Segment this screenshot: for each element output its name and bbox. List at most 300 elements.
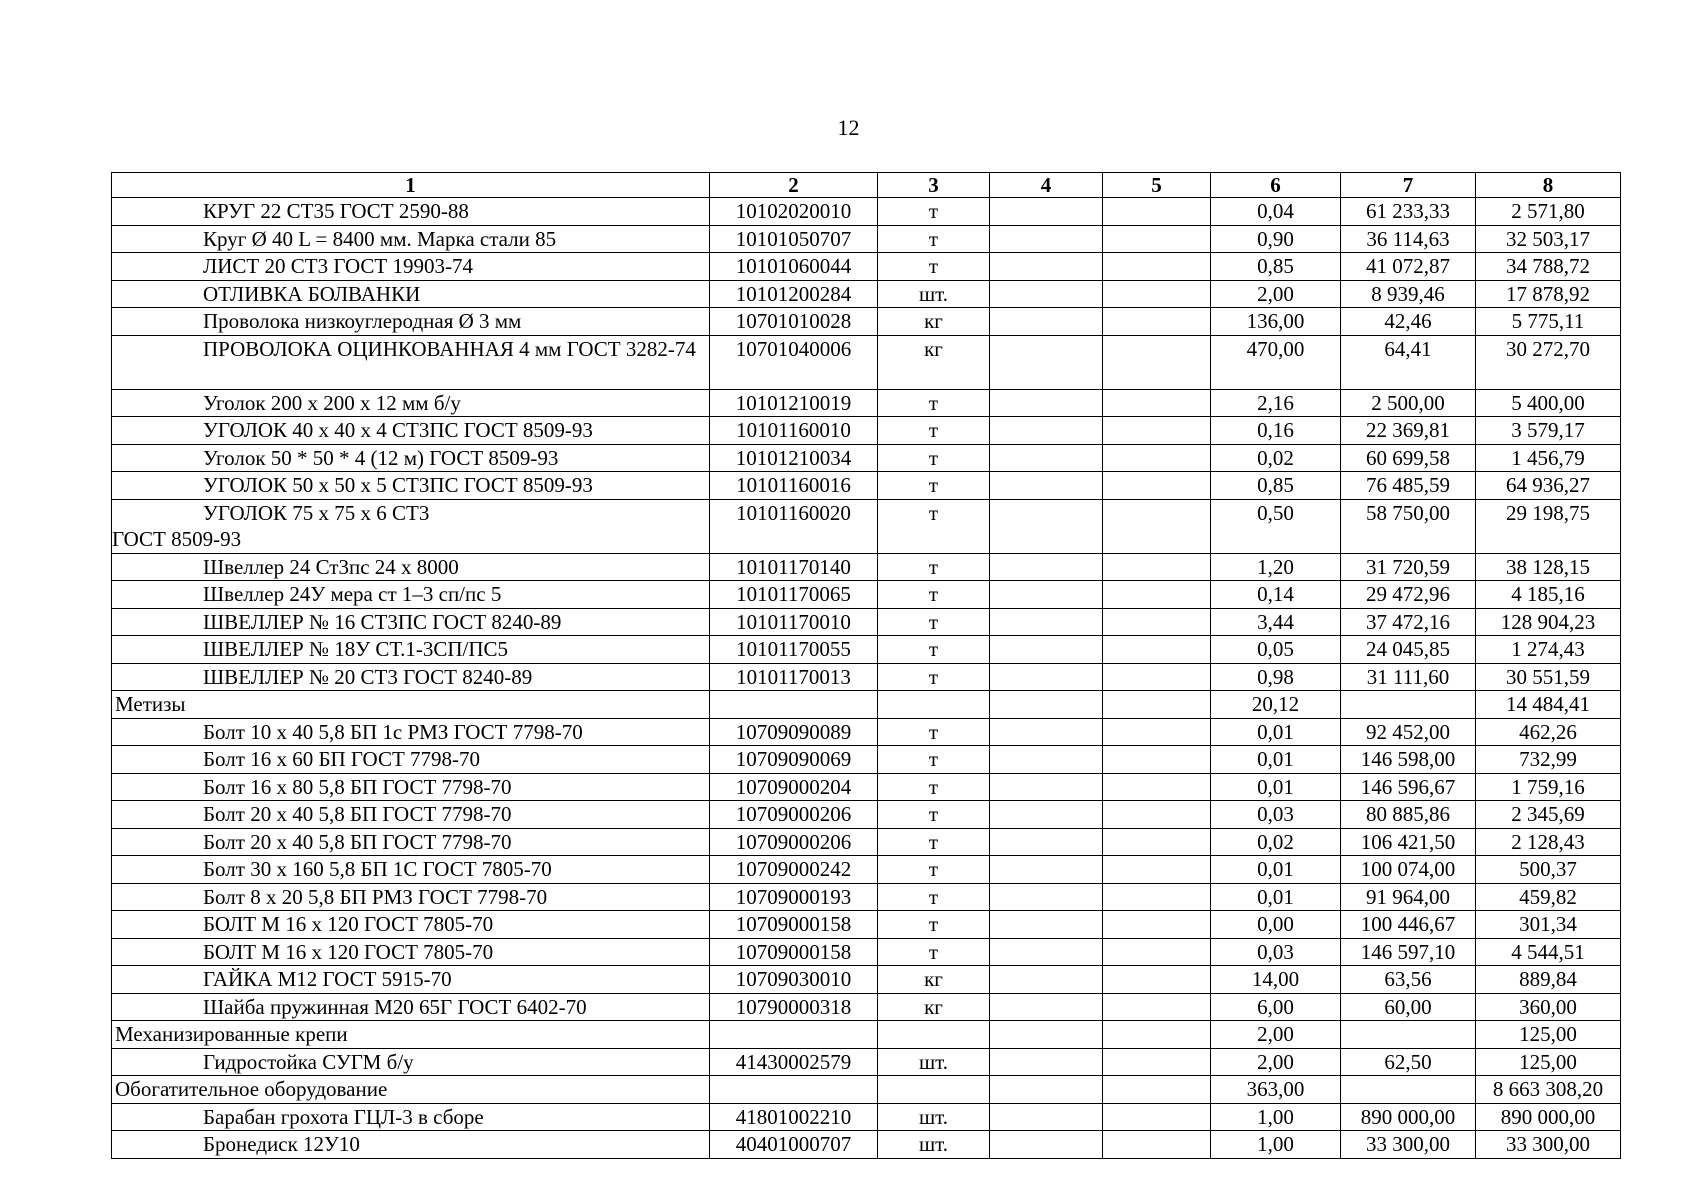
column-4-cell: [990, 1021, 1103, 1049]
quantity-cell: 0,02: [1211, 828, 1341, 856]
sum-cell: 301,34: [1476, 911, 1621, 939]
item-name-cell: [112, 280, 710, 308]
column-5-cell: [1103, 280, 1211, 308]
table-row: [112, 938, 1621, 966]
sum-cell: 8 663 308,20: [1476, 1076, 1621, 1104]
unit-cell: т: [878, 198, 990, 226]
item-name-text: Бронедиск 12У10: [203, 1132, 360, 1156]
unit-cell: [878, 1021, 990, 1049]
sum-cell: 2 571,80: [1476, 198, 1621, 226]
item-name-cell: [112, 1103, 710, 1131]
column-5-cell: [1103, 553, 1211, 581]
quantity-cell: 0,03: [1211, 801, 1341, 829]
item-name-continuation: ГОСТ 8509-93: [112, 526, 242, 551]
item-name-text: УГОЛОК 75 х 75 х 6 СТ3: [203, 500, 430, 525]
unit-cell: т: [878, 553, 990, 581]
item-name-cell: [112, 417, 710, 445]
sum-cell: 30 272,70: [1476, 335, 1621, 389]
sum-cell: 360,00: [1476, 993, 1621, 1021]
price-cell: 42,46: [1341, 308, 1476, 336]
quantity-cell: 0,01: [1211, 718, 1341, 746]
sum-cell: 4 544,51: [1476, 938, 1621, 966]
price-cell: 890 000,00: [1341, 1103, 1476, 1131]
price-cell: 146 596,67: [1341, 773, 1476, 801]
column-5-cell: [1103, 1076, 1211, 1104]
item-code-cell: 10701040006: [710, 335, 878, 389]
item-code-cell: 10709000206: [710, 801, 878, 829]
item-code-cell: 10102020010: [710, 198, 878, 226]
item-code-cell: 10101170055: [710, 636, 878, 664]
price-cell: 36 114,63: [1341, 225, 1476, 253]
unit-cell: т: [878, 608, 990, 636]
sum-cell: 32 503,17: [1476, 225, 1621, 253]
column-4-cell: [990, 499, 1103, 553]
sum-cell: 890 000,00: [1476, 1103, 1621, 1131]
column-4-cell: [990, 225, 1103, 253]
item-name-text: УГОЛОК 40 х 40 х 4 СТ3ПС ГОСТ 8509-93: [203, 418, 593, 442]
sum-cell: 17 878,92: [1476, 280, 1621, 308]
column-5-cell: [1103, 966, 1211, 994]
item-name-text: Болт 20 х 40 5,8 БП ГОСТ 7798-70: [203, 802, 512, 826]
header-row: [112, 173, 1621, 198]
item-name-text: ПРОВОЛОКА ОЦИНКОВАННАЯ 4 мм ГОСТ 3282-74: [203, 336, 696, 361]
item-name-text: Болт 16 х 80 5,8 БП ГОСТ 7798-70: [203, 774, 512, 799]
item-code-cell: 10709000206: [710, 828, 878, 856]
column-4-cell: [990, 581, 1103, 609]
unit-cell: т: [878, 746, 990, 774]
column-4-cell: [990, 883, 1103, 911]
column-5-cell: [1103, 253, 1211, 281]
item-code-cell: 10101210034: [710, 444, 878, 472]
unit-cell: т: [878, 938, 990, 966]
item-code-cell: 10709000242: [710, 856, 878, 884]
table-row: [112, 801, 1621, 829]
item-name-text: Болт 20 х 40 5,8 БП ГОСТ 7798-70: [203, 829, 512, 854]
table-row: [112, 581, 1621, 609]
item-code-cell: 10709000204: [710, 773, 878, 801]
table-row: [112, 389, 1621, 417]
column-5-cell: [1103, 1131, 1211, 1159]
quantity-cell: 0,04: [1211, 198, 1341, 226]
unit-cell: т: [878, 663, 990, 691]
item-code-cell: 10101170013: [710, 663, 878, 691]
unit-cell: т: [878, 911, 990, 939]
quantity-cell: 0,01: [1211, 883, 1341, 911]
table-row: [112, 1131, 1621, 1159]
item-name-text: КРУГ 22 СТ35 ГОСТ 2590-88: [203, 199, 469, 223]
column-5-cell: [1103, 581, 1211, 609]
column-4-cell: [990, 444, 1103, 472]
quantity-cell: 0,85: [1211, 472, 1341, 500]
column-5-cell: [1103, 718, 1211, 746]
table-row: [112, 472, 1621, 500]
price-cell: 61 233,33: [1341, 198, 1476, 226]
item-name-cell: [112, 335, 710, 389]
column-4-cell: [990, 1131, 1103, 1159]
column-5-cell: [1103, 472, 1211, 500]
column-4-cell: [990, 198, 1103, 226]
sum-cell: 462,26: [1476, 718, 1621, 746]
table-row: [112, 663, 1621, 691]
group-row: [112, 691, 1621, 719]
column-5-cell: [1103, 1048, 1211, 1076]
column-header-1: 1: [112, 173, 710, 198]
table-row: [112, 417, 1621, 445]
item-code-cell: 10101160016: [710, 472, 878, 500]
column-4-cell: [990, 773, 1103, 801]
quantity-cell: 6,00: [1211, 993, 1341, 1021]
sum-cell: 1 274,43: [1476, 636, 1621, 664]
column-5-cell: [1103, 417, 1211, 445]
unit-cell: [878, 691, 990, 719]
table-row: [112, 718, 1621, 746]
item-name-cell: [112, 801, 710, 829]
item-name-text: Болт 30 х 160 5,8 БП 1С ГОСТ 7805-70: [203, 857, 552, 881]
unit-cell: т: [878, 253, 990, 281]
sum-cell: 128 904,23: [1476, 608, 1621, 636]
column-5-cell: [1103, 389, 1211, 417]
item-name-cell: [112, 225, 710, 253]
column-4-cell: [990, 911, 1103, 939]
column-5-cell: [1103, 1103, 1211, 1131]
item-name-text: ОТЛИВКА БОЛВАНКИ: [203, 281, 421, 306]
item-code-cell: 10101170065: [710, 581, 878, 609]
item-code-cell: 10101160010: [710, 417, 878, 445]
price-cell: 8 939,46: [1341, 280, 1476, 308]
sum-cell: 500,37: [1476, 856, 1621, 884]
table-row: [112, 1048, 1621, 1076]
item-name-cell: [112, 553, 710, 581]
table-row: [112, 966, 1621, 994]
price-cell: 41 072,87: [1341, 253, 1476, 281]
column-4-cell: [990, 553, 1103, 581]
table-body: [112, 198, 1621, 1159]
column-5-cell: [1103, 938, 1211, 966]
item-name-cell: [112, 938, 710, 966]
table-row: [112, 746, 1621, 774]
quantity-cell: 0,01: [1211, 856, 1341, 884]
sum-cell: 14 484,41: [1476, 691, 1621, 719]
item-name-cell: [112, 636, 710, 664]
materials-table: [111, 172, 1621, 1159]
sum-cell: 30 551,59: [1476, 663, 1621, 691]
table-row: [112, 773, 1621, 801]
sum-cell: 3 579,17: [1476, 417, 1621, 445]
item-name-cell: [112, 581, 710, 609]
table-row: [112, 444, 1621, 472]
unit-cell: т: [878, 883, 990, 911]
column-5-cell: [1103, 828, 1211, 856]
item-name-cell: [112, 198, 710, 226]
price-cell: 37 472,16: [1341, 608, 1476, 636]
column-5-cell: [1103, 308, 1211, 336]
sum-cell: 5 775,11: [1476, 308, 1621, 336]
item-code-cell: 10101160020: [710, 499, 878, 553]
column-5-cell: [1103, 663, 1211, 691]
column-5-cell: [1103, 856, 1211, 884]
column-4-cell: [990, 938, 1103, 966]
column-5-cell: [1103, 746, 1211, 774]
item-name-cell: [112, 1048, 710, 1076]
item-name-text: Гидростойка СУГМ б/у: [203, 1049, 414, 1074]
price-cell: [1341, 691, 1476, 719]
sum-cell: 5 400,00: [1476, 389, 1621, 417]
sum-cell: 38 128,15: [1476, 553, 1621, 581]
unit-cell: т: [878, 636, 990, 664]
item-code-cell: 10101210019: [710, 389, 878, 417]
table-row: [112, 335, 1621, 389]
item-code-cell: [710, 691, 878, 719]
unit-cell: т: [878, 472, 990, 500]
column-4-cell: [990, 472, 1103, 500]
unit-cell: т: [878, 225, 990, 253]
column-4-cell: [990, 828, 1103, 856]
unit-cell: шт.: [878, 1048, 990, 1076]
item-code-cell: 41801002210: [710, 1103, 878, 1131]
column-5-cell: [1103, 198, 1211, 226]
item-name-text: УГОЛОК 50 х 50 х 5 СТ3ПС ГОСТ 8509-93: [203, 473, 593, 497]
column-header-3: 3: [878, 173, 990, 198]
item-code-cell: 10709000158: [710, 911, 878, 939]
unit-cell: шт.: [878, 1131, 990, 1159]
sum-cell: 1 456,79: [1476, 444, 1621, 472]
item-name-cell: [112, 911, 710, 939]
item-code-cell: 10709090069: [710, 746, 878, 774]
sum-cell: 125,00: [1476, 1021, 1621, 1049]
price-cell: 33 300,00: [1341, 1131, 1476, 1159]
item-name-text: Круг Ø 40 L = 8400 мм. Марка стали 85: [203, 226, 557, 251]
table-row: [112, 1103, 1621, 1131]
column-5-cell: [1103, 691, 1211, 719]
unit-cell: шт.: [878, 280, 990, 308]
column-5-cell: [1103, 499, 1211, 553]
quantity-cell: 0,03: [1211, 938, 1341, 966]
item-name-cell: [112, 389, 710, 417]
item-name-text: Проволока низкоуглеродная Ø 3 мм: [203, 309, 522, 333]
price-cell: 92 452,00: [1341, 718, 1476, 746]
page-number: 12: [837, 115, 860, 140]
item-name-cell: [112, 253, 710, 281]
quantity-cell: 1,00: [1211, 1103, 1341, 1131]
unit-cell: кг: [878, 308, 990, 336]
table-row: [112, 553, 1621, 581]
item-name-cell: [112, 746, 710, 774]
quantity-cell: 0,85: [1211, 253, 1341, 281]
column-header-7: 7: [1341, 173, 1476, 198]
item-code-cell: [710, 1076, 878, 1104]
column-header-4: 4: [990, 173, 1103, 198]
unit-cell: кг: [878, 993, 990, 1021]
price-cell: 146 598,00: [1341, 746, 1476, 774]
table-row: [112, 499, 1621, 553]
quantity-cell: 2,00: [1211, 280, 1341, 308]
item-name-text: Метизы: [115, 692, 186, 716]
quantity-cell: 2,00: [1211, 1048, 1341, 1076]
sum-cell: 889,84: [1476, 966, 1621, 994]
item-name-text: ШВЕЛЛЕР № 16 СТ3ПС ГОСТ 8240-89: [203, 609, 562, 634]
item-name-cell: [112, 444, 710, 472]
quantity-cell: 1,20: [1211, 553, 1341, 581]
table-row: [112, 225, 1621, 253]
item-code-cell: 40401000707: [710, 1131, 878, 1159]
unit-cell: т: [878, 581, 990, 609]
unit-cell: шт.: [878, 1103, 990, 1131]
price-cell: 58 750,00: [1341, 499, 1476, 553]
column-4-cell: [990, 1076, 1103, 1104]
price-cell: 63,56: [1341, 966, 1476, 994]
item-name-cell: [112, 308, 710, 336]
column-5-cell: [1103, 1021, 1211, 1049]
price-cell: [1341, 1076, 1476, 1104]
quantity-cell: 0,01: [1211, 773, 1341, 801]
column-5-cell: [1103, 883, 1211, 911]
item-name-cell: [112, 856, 710, 884]
price-cell: 24 045,85: [1341, 636, 1476, 664]
price-cell: 106 421,50: [1341, 828, 1476, 856]
item-name-cell: [112, 691, 710, 719]
item-name-cell: [112, 993, 710, 1021]
item-name-cell: [112, 828, 710, 856]
quantity-cell: 0,90: [1211, 225, 1341, 253]
column-4-cell: [990, 335, 1103, 389]
table-row: [112, 911, 1621, 939]
item-name-text: Болт 8 х 20 5,8 БП РМЗ ГОСТ 7798-70: [203, 884, 548, 909]
column-5-cell: [1103, 801, 1211, 829]
group-row: [112, 1021, 1621, 1049]
quantity-cell: 14,00: [1211, 966, 1341, 994]
column-header-5: 5: [1103, 173, 1211, 198]
sum-cell: 125,00: [1476, 1048, 1621, 1076]
unit-cell: т: [878, 718, 990, 746]
item-name-text: Болт 16 х 60 БП ГОСТ 7798-70: [203, 747, 481, 771]
table-row: [112, 198, 1621, 226]
column-5-cell: [1103, 911, 1211, 939]
unit-cell: кг: [878, 335, 990, 389]
column-header-6: 6: [1211, 173, 1341, 198]
item-name-text: ШВЕЛЛЕР № 18У СТ.1-3СП/ПС5: [203, 637, 509, 661]
table-row: [112, 993, 1621, 1021]
quantity-cell: 1,00: [1211, 1131, 1341, 1159]
quantity-cell: 0,00: [1211, 911, 1341, 939]
item-name-text: БОЛТ М 16 х 120 ГОСТ 7805-70: [203, 939, 494, 964]
item-name-text: Уголок 50 * 50 * 4 (12 м) ГОСТ 8509-93: [203, 445, 559, 470]
group-row: [112, 1076, 1621, 1104]
unit-cell: т: [878, 417, 990, 445]
item-name-cell: [112, 966, 710, 994]
item-name-cell: [112, 1131, 710, 1159]
table-row: [112, 856, 1621, 884]
item-name-cell: [112, 883, 710, 911]
unit-cell: т: [878, 801, 990, 829]
item-name-cell: [112, 718, 710, 746]
price-cell: 22 369,81: [1341, 417, 1476, 445]
item-name-text: Швеллер 24 Ст3пс 24 х 8000: [203, 554, 459, 579]
sum-cell: 29 198,75: [1476, 499, 1621, 553]
item-name-cell: [112, 472, 710, 500]
item-name-text: ШВЕЛЛЕР № 20 СТ3 ГОСТ 8240-89: [203, 664, 533, 689]
quantity-cell: 2,00: [1211, 1021, 1341, 1049]
price-cell: 146 597,10: [1341, 938, 1476, 966]
sum-cell: 2 128,43: [1476, 828, 1621, 856]
sum-cell: 4 185,16: [1476, 581, 1621, 609]
table-row: [112, 828, 1621, 856]
item-code-cell: 10101200284: [710, 280, 878, 308]
column-5-cell: [1103, 773, 1211, 801]
price-cell: 64,41: [1341, 335, 1476, 389]
column-5-cell: [1103, 608, 1211, 636]
item-name-text: Швеллер 24У мера ст 1–3 сп/пс 5: [203, 582, 502, 606]
sum-cell: 34 788,72: [1476, 253, 1621, 281]
unit-cell: т: [878, 828, 990, 856]
price-cell: 60,00: [1341, 993, 1476, 1021]
quantity-cell: 2,16: [1211, 389, 1341, 417]
column-4-cell: [990, 636, 1103, 664]
item-name-text: Барабан грохота ГЦЛ-3 в сборе: [203, 1104, 484, 1129]
unit-cell: т: [878, 773, 990, 801]
quantity-cell: 3,44: [1211, 608, 1341, 636]
item-name-text: ГАЙКА М12 ГОСТ 5915-70: [203, 967, 452, 991]
table-row: [112, 883, 1621, 911]
table-row: [112, 308, 1621, 336]
table-row: [112, 280, 1621, 308]
item-code-cell: 10101170140: [710, 553, 878, 581]
quantity-cell: 0,98: [1211, 663, 1341, 691]
item-name-text: Обогатительное оборудование: [115, 1077, 388, 1101]
item-code-cell: 10709000158: [710, 938, 878, 966]
column-4-cell: [990, 746, 1103, 774]
unit-cell: т: [878, 444, 990, 472]
item-code-cell: 10709090089: [710, 718, 878, 746]
price-cell: 76 485,59: [1341, 472, 1476, 500]
table-row: [112, 608, 1621, 636]
column-4-cell: [990, 280, 1103, 308]
column-4-cell: [990, 253, 1103, 281]
column-4-cell: [990, 308, 1103, 336]
price-cell: 31 111,60: [1341, 663, 1476, 691]
item-code-cell: 10101050707: [710, 225, 878, 253]
item-code-cell: 10101170010: [710, 608, 878, 636]
price-cell: 31 720,59: [1341, 553, 1476, 581]
item-code-cell: 10709000193: [710, 883, 878, 911]
column-header-8: 8: [1476, 173, 1621, 198]
column-4-cell: [990, 718, 1103, 746]
sum-cell: 732,99: [1476, 746, 1621, 774]
quantity-cell: 0,02: [1211, 444, 1341, 472]
item-name-text: Болт 10 х 40 5,8 БП 1с РМЗ ГОСТ 7798-70: [203, 719, 583, 744]
item-code-cell: 10701010028: [710, 308, 878, 336]
sum-cell: 459,82: [1476, 883, 1621, 911]
price-cell: 29 472,96: [1341, 581, 1476, 609]
item-name-text: Уголок 200 х 200 х 12 мм б/у: [203, 390, 461, 415]
sum-cell: 2 345,69: [1476, 801, 1621, 829]
column-5-cell: [1103, 225, 1211, 253]
table-row: [112, 253, 1621, 281]
sum-cell: 33 300,00: [1476, 1131, 1621, 1159]
column-5-cell: [1103, 636, 1211, 664]
price-cell: 100 074,00: [1341, 856, 1476, 884]
item-name-cell: [112, 663, 710, 691]
column-4-cell: [990, 966, 1103, 994]
quantity-cell: 136,00: [1211, 308, 1341, 336]
item-name-cell: [112, 1076, 710, 1104]
item-name-text: Механизированные крепи: [115, 1022, 348, 1046]
column-4-cell: [990, 1103, 1103, 1131]
column-4-cell: [990, 1048, 1103, 1076]
sum-cell: 64 936,27: [1476, 472, 1621, 500]
item-code-cell: 10790000318: [710, 993, 878, 1021]
column-4-cell: [990, 389, 1103, 417]
price-cell: 2 500,00: [1341, 389, 1476, 417]
